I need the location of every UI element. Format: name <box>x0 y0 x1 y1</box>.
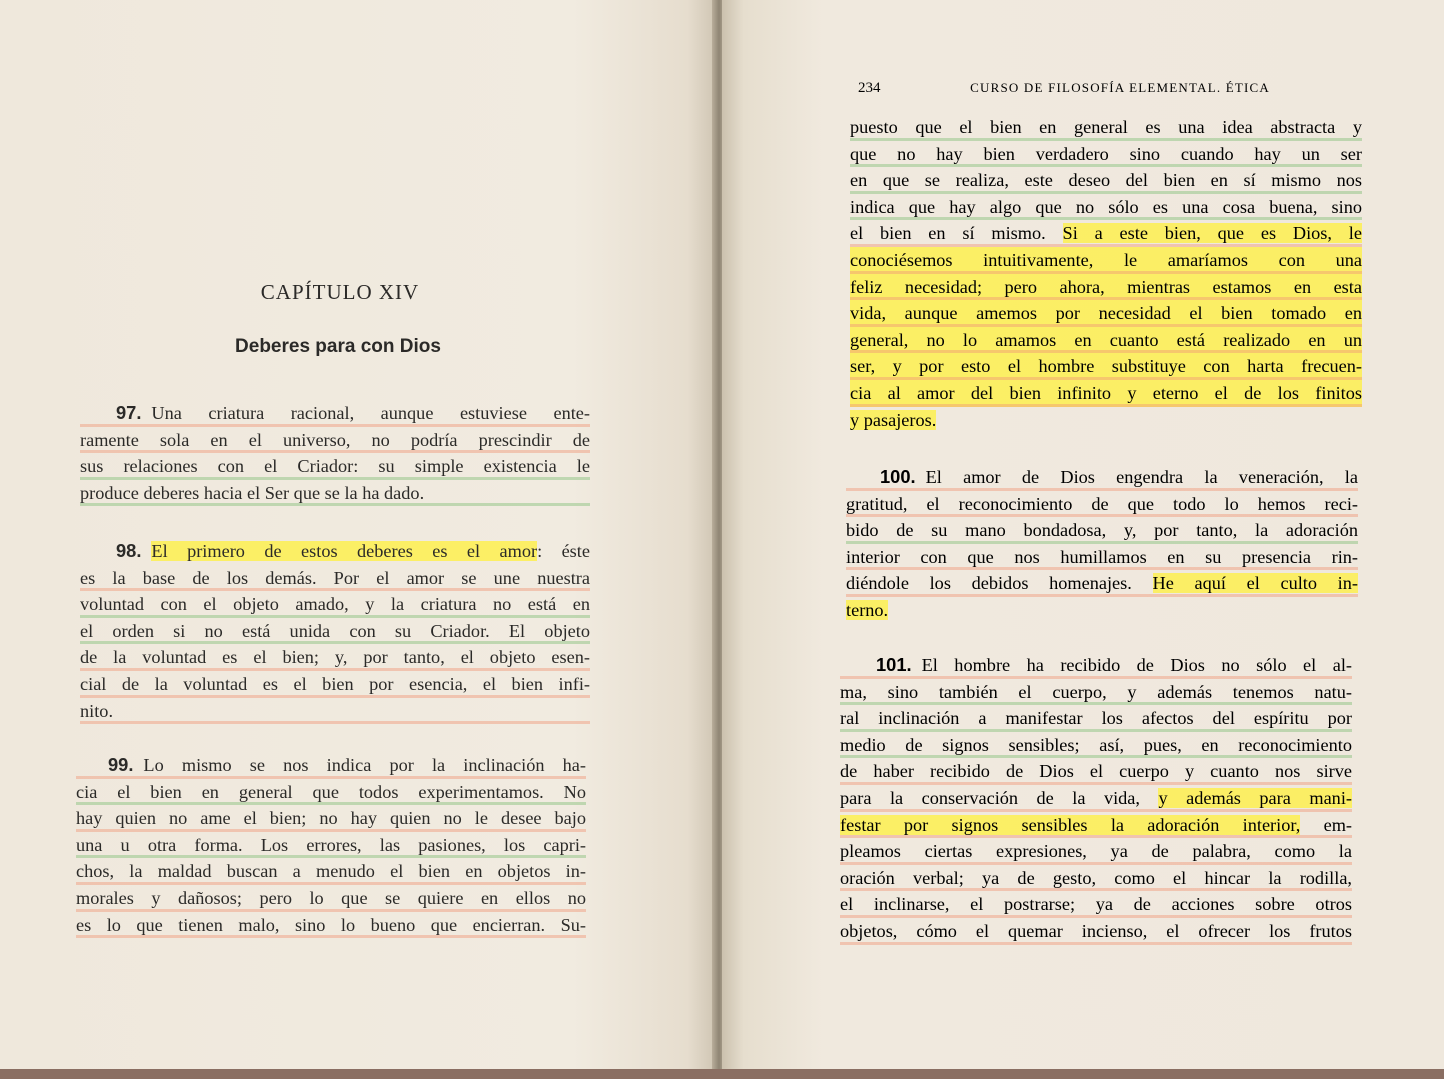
line-text: em- <box>1323 814 1352 835</box>
line-text: cia el bien en general que todos experimentamos. No <box>76 781 586 802</box>
line-text: ser, y por esto el hombre substituye con harta frecuen- <box>850 356 1362 377</box>
text-line <box>80 618 590 645</box>
paragraph-continuation <box>850 114 1362 433</box>
text-line <box>840 679 1352 706</box>
text-line <box>846 464 1358 491</box>
line-text: produce deberes hacia el Ser que se la ha dado. <box>80 482 425 503</box>
highlighted-text: He aquí el culto in- <box>1152 573 1358 594</box>
line-text: el orden si no está unida con su Criador. El objeto <box>80 620 590 641</box>
page-number: 234 <box>858 80 881 96</box>
highlighted-text: y pasajeros. <box>850 409 937 430</box>
text-line <box>850 141 1362 168</box>
line-text: cia al amor del bien infinito y eterno el de los finitos <box>850 382 1362 403</box>
text-line <box>76 858 586 885</box>
highlighted-text: Si a este bien, que es Dios, le <box>1062 223 1362 244</box>
highlighted-line <box>850 247 1362 274</box>
text-line <box>850 114 1362 141</box>
text-line <box>80 671 590 698</box>
line-text: que no hay bien verdadero sino cuando hay un ser <box>850 143 1362 164</box>
line-text: gratitud, el reconocimiento de que todo lo hemos reci- <box>846 493 1358 514</box>
text-line <box>80 698 590 725</box>
text-line <box>80 644 590 671</box>
line-text: vida, aunque amemos por necesidad el bien tomado en <box>850 303 1362 324</box>
text-line <box>840 758 1352 785</box>
text-line <box>80 591 590 618</box>
text-line <box>76 832 586 859</box>
paragraph-100 <box>846 464 1358 624</box>
text-line <box>846 597 1358 624</box>
text-line <box>80 538 590 565</box>
line-text: diéndole los debidos homenajes. <box>846 573 1132 594</box>
highlighted-text: y además para mani- <box>1158 787 1352 808</box>
paragraph-101 <box>840 652 1352 945</box>
paragraph-97 <box>80 400 590 506</box>
line-text: el inclinarse, el postrarse; ya de acciones sobre otros <box>840 894 1352 915</box>
text-line <box>76 805 586 832</box>
line-text: Una criatura racional, aunque estuviese ente- <box>151 403 590 423</box>
line-text: interior con que nos humillamos en su presencia rin- <box>846 546 1358 567</box>
text-line <box>850 220 1362 247</box>
chapter-title: CAPÍTULO XIV <box>260 280 420 304</box>
highlighted-text: terno. <box>846 599 889 620</box>
highlighted-line <box>850 327 1362 354</box>
highlighted-line <box>850 353 1362 380</box>
line-text: voluntad con el objeto amado, y la criatura no está en <box>80 594 590 615</box>
line-text: el bien en sí mismo. <box>850 223 1046 244</box>
line-text: morales y dañosos; pero lo que se quiere en ellos no <box>76 887 586 908</box>
text-line <box>840 918 1352 945</box>
text-line <box>846 491 1358 518</box>
text-line <box>76 779 586 806</box>
line-text: sus relaciones con el Criador: su simple existencia le <box>80 456 590 477</box>
text-line <box>840 865 1352 892</box>
line-text: para la conservación de la vida, <box>840 787 1140 808</box>
highlighted-text: El primero de estos deberes es el amor <box>151 541 538 561</box>
text-line <box>840 652 1352 679</box>
text-line <box>840 732 1352 759</box>
text-line <box>840 785 1352 812</box>
line-text: de la voluntad es el bien; y, por tanto, el objeto esen- <box>80 647 590 668</box>
chapter-subtitle: Deberes para con Dios <box>235 336 441 357</box>
text-line <box>80 427 590 454</box>
highlighted-line <box>850 274 1362 301</box>
paragraph-99 <box>76 752 586 938</box>
line-text: : éste <box>537 541 590 561</box>
book-bottom-edge <box>0 1069 1444 1079</box>
line-text: ma, sino también el cuerpo, y además tenemos natu- <box>840 681 1352 702</box>
text-line <box>850 407 1362 434</box>
paragraph-number: 99. <box>108 754 134 775</box>
line-text: cial de la voluntad es el bien por esencia, el bien infi- <box>80 673 590 694</box>
highlighted-text: festar por signos sensibles la adoración interior, <box>840 814 1301 835</box>
text-line <box>840 705 1352 732</box>
line-text: medio de signos sensibles; así, pues, en reconocimiento <box>840 734 1352 755</box>
running-head-title: CURSO DE FILOSOFÍA ELEMENTAL. ÉTICA <box>970 80 1270 95</box>
text-line <box>80 565 590 592</box>
text-line <box>76 752 586 779</box>
line-text: chos, la maldad buscan a menudo el bien en objetos in- <box>76 861 586 882</box>
line-text: una u otra forma. Los errores, las pasiones, los capri- <box>76 834 586 855</box>
paragraph-98 <box>80 538 590 724</box>
line-text: es lo que tienen malo, sino lo bueno que encierran. Su- <box>76 914 586 935</box>
line-text: ral inclinación a manifestar los afectos del espíritu por <box>840 708 1352 729</box>
left-page <box>0 0 716 1079</box>
line-text: feliz necesidad; pero ahora, mientras estamos en esta <box>850 276 1362 297</box>
line-text: conociésemos intuitivamente, le amaríamos con una <box>850 249 1362 270</box>
paragraph-number: 100. <box>880 466 916 487</box>
text-line <box>840 812 1352 839</box>
text-line <box>840 891 1352 918</box>
text-line <box>80 453 590 480</box>
line-text: hay quien no ame el bien; no hay quien no le desee bajo <box>76 808 586 829</box>
line-text: indica que hay algo que no sólo es una cosa buena, sino <box>850 196 1362 217</box>
line-text: Lo mismo se nos indica por la inclinación ha- <box>143 755 586 775</box>
line-text: El hombre ha recibido de Dios no sólo el al- <box>921 655 1352 675</box>
text-line <box>80 480 590 507</box>
paragraph-number: 97. <box>116 402 142 423</box>
line-text: es la base de los demás. Por el amor se une nuestra <box>80 567 590 588</box>
line-text: El amor de Dios engendra la veneración, la <box>925 467 1358 487</box>
text-line <box>840 838 1352 865</box>
line-text: oración verbal; ya de gesto, como el hincar la rodilla, <box>840 867 1352 888</box>
highlighted-line <box>850 380 1362 407</box>
line-text: general, no lo amamos en cuanto está realizado en un <box>850 329 1362 350</box>
paragraph-number: 98. <box>116 540 142 561</box>
text-line <box>76 912 586 939</box>
paragraph-number: 101. <box>876 654 912 675</box>
line-text: objetos, cómo el quemar incienso, el ofrecer los frutos <box>840 920 1352 941</box>
running-head <box>858 80 1270 97</box>
line-text: ramente sola en el universo, no podría prescindir de <box>80 429 590 450</box>
line-text: de haber recibido de Dios el cuerpo y cuanto nos sirve <box>840 761 1352 782</box>
text-line <box>846 570 1358 597</box>
text-line <box>80 400 590 427</box>
text-line <box>846 517 1358 544</box>
line-text: pleamos ciertas expresiones, ya de palabra, como la <box>840 841 1352 862</box>
line-text: en que se realiza, este deseo del bien en sí mismo nos <box>850 170 1362 191</box>
highlighted-line <box>850 300 1362 327</box>
line-text: nito. <box>80 700 114 721</box>
text-line <box>850 194 1362 221</box>
text-line <box>846 544 1358 571</box>
line-text: puesto que el bien en general es una idea abstracta y <box>850 117 1362 137</box>
text-line <box>850 167 1362 194</box>
line-text: bido de su mano bondadosa, y, por tanto, la adoración <box>846 520 1358 541</box>
text-line <box>76 885 586 912</box>
